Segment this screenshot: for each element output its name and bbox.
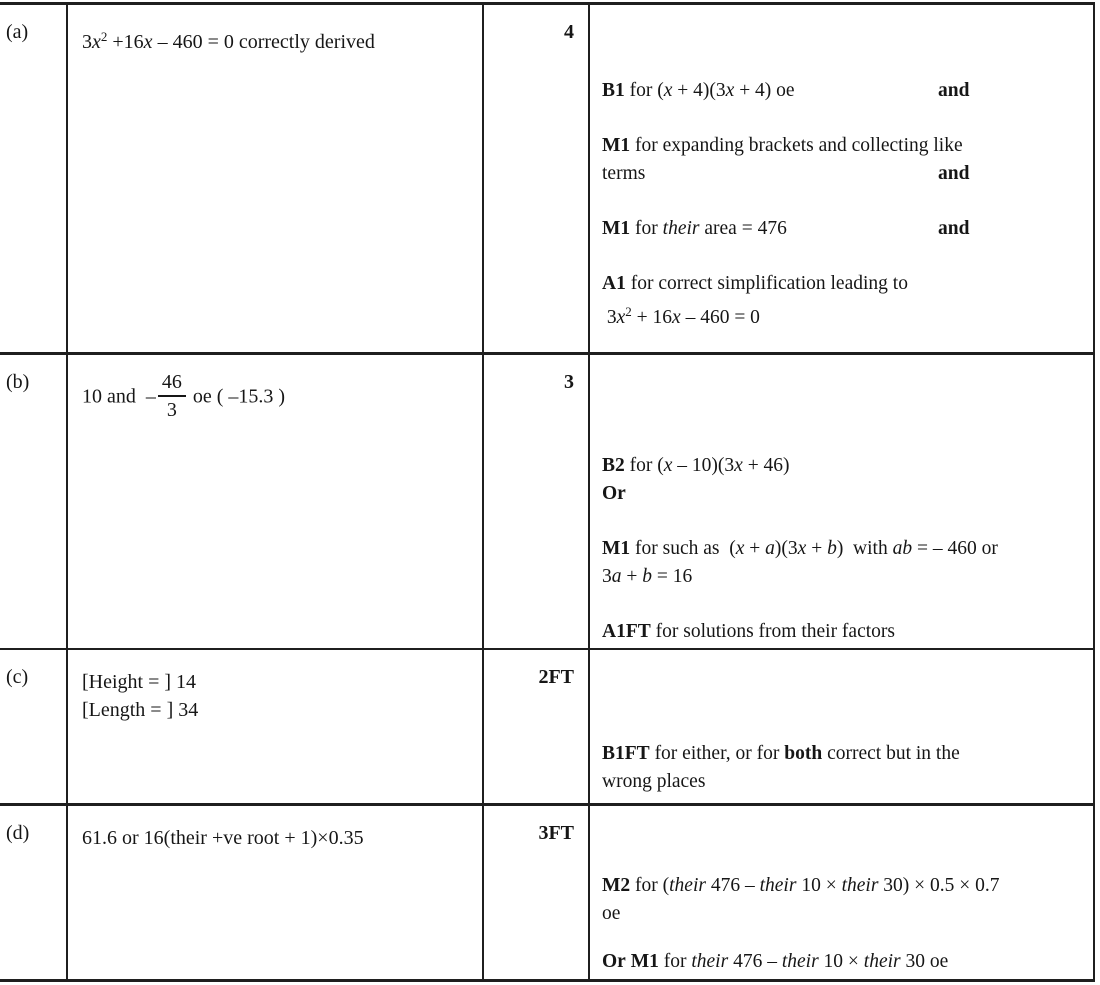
guidance-line: B2 for (x – 10)(3x + 46): [602, 455, 790, 476]
marks-cell-a: 4: [484, 5, 590, 355]
guidance-item: [602, 132, 1091, 188]
guidance-item: [602, 77, 1091, 105]
guidance-line: B1FT for either, or for both correct but in the: [602, 743, 960, 764]
guidance-line: 3a + b = 16: [602, 566, 693, 587]
marks-cell-d: 3FT: [484, 806, 590, 982]
answer-line: 10 and – $\frac{46}{3}$ oe ( –15.3 ): [82, 371, 286, 421]
answer-line: [Length = ] 34: [82, 699, 199, 721]
guidance-cell-c: [590, 650, 1095, 806]
and-connector: and: [938, 80, 970, 101]
guidance-cell-b: [590, 355, 1095, 650]
answer-cell-d: [68, 806, 484, 982]
part-cell-d: (d): [0, 806, 68, 982]
mark-scheme-table: [0, 2, 1095, 982]
guidance-cell-d: [590, 806, 1095, 982]
and-connector: and: [938, 163, 970, 184]
part-cell-c: (c): [0, 650, 68, 806]
guidance-line: M1 for expanding brackets and collecting like: [602, 135, 963, 156]
answer-line: 61.6 or 16(their +ve root + 1)×0.35: [82, 827, 364, 849]
marks-cell-c: 2FT: [484, 650, 590, 806]
guidance-line: terms: [602, 163, 646, 184]
answer-cell-c: [68, 650, 484, 806]
answer-line: [Height = ] 14: [82, 671, 197, 693]
answer-cell-b: [68, 355, 484, 650]
and-connector: and: [938, 218, 970, 239]
guidance-line: Or: [602, 483, 626, 504]
guidance-item: [602, 948, 1091, 976]
guidance-item: [602, 618, 1091, 646]
guidance-line: B1 for (x + 4)(3x + 4) oe: [602, 80, 795, 101]
guidance-line: Or M1 for their 476 – their 10 × their 30 oe: [602, 951, 949, 972]
guidance-line: A1FT for solutions from their factors: [602, 621, 895, 642]
guidance-item: [602, 740, 1091, 796]
answer-cell-a: [68, 5, 484, 355]
guidance-line: M2 for (their 476 – their 10 × their 30) × 0.5 × 0.7: [602, 875, 1000, 896]
guidance-item: [602, 270, 1091, 332]
guidance-line: wrong places: [602, 771, 706, 792]
guidance-line: M1 for such as (x + a)(3x + b) with ab = – 460 or: [602, 538, 998, 559]
part-cell-b: (b): [0, 355, 68, 650]
guidance-item: [602, 872, 1091, 928]
guidance-line: A1 for correct simplification leading to: [602, 273, 908, 294]
part-cell-a: (a): [0, 5, 68, 355]
guidance-item: [602, 215, 1091, 243]
guidance-item: [602, 535, 1091, 591]
guidance-item: [602, 452, 1091, 508]
guidance-line: oe: [602, 903, 621, 924]
guidance-line: $3x^2 + 16x - 460 = 0$: [602, 304, 760, 328]
marks-cell-b: 3: [484, 355, 590, 650]
guidance-cell-a: [590, 5, 1095, 355]
guidance-line: M1 for their area = 476: [602, 218, 787, 239]
answer-line: $3x^2 +16x - 460 = 0$ correctly derived: [82, 29, 375, 53]
fraction: $\frac{46}{3}$: [158, 371, 186, 421]
